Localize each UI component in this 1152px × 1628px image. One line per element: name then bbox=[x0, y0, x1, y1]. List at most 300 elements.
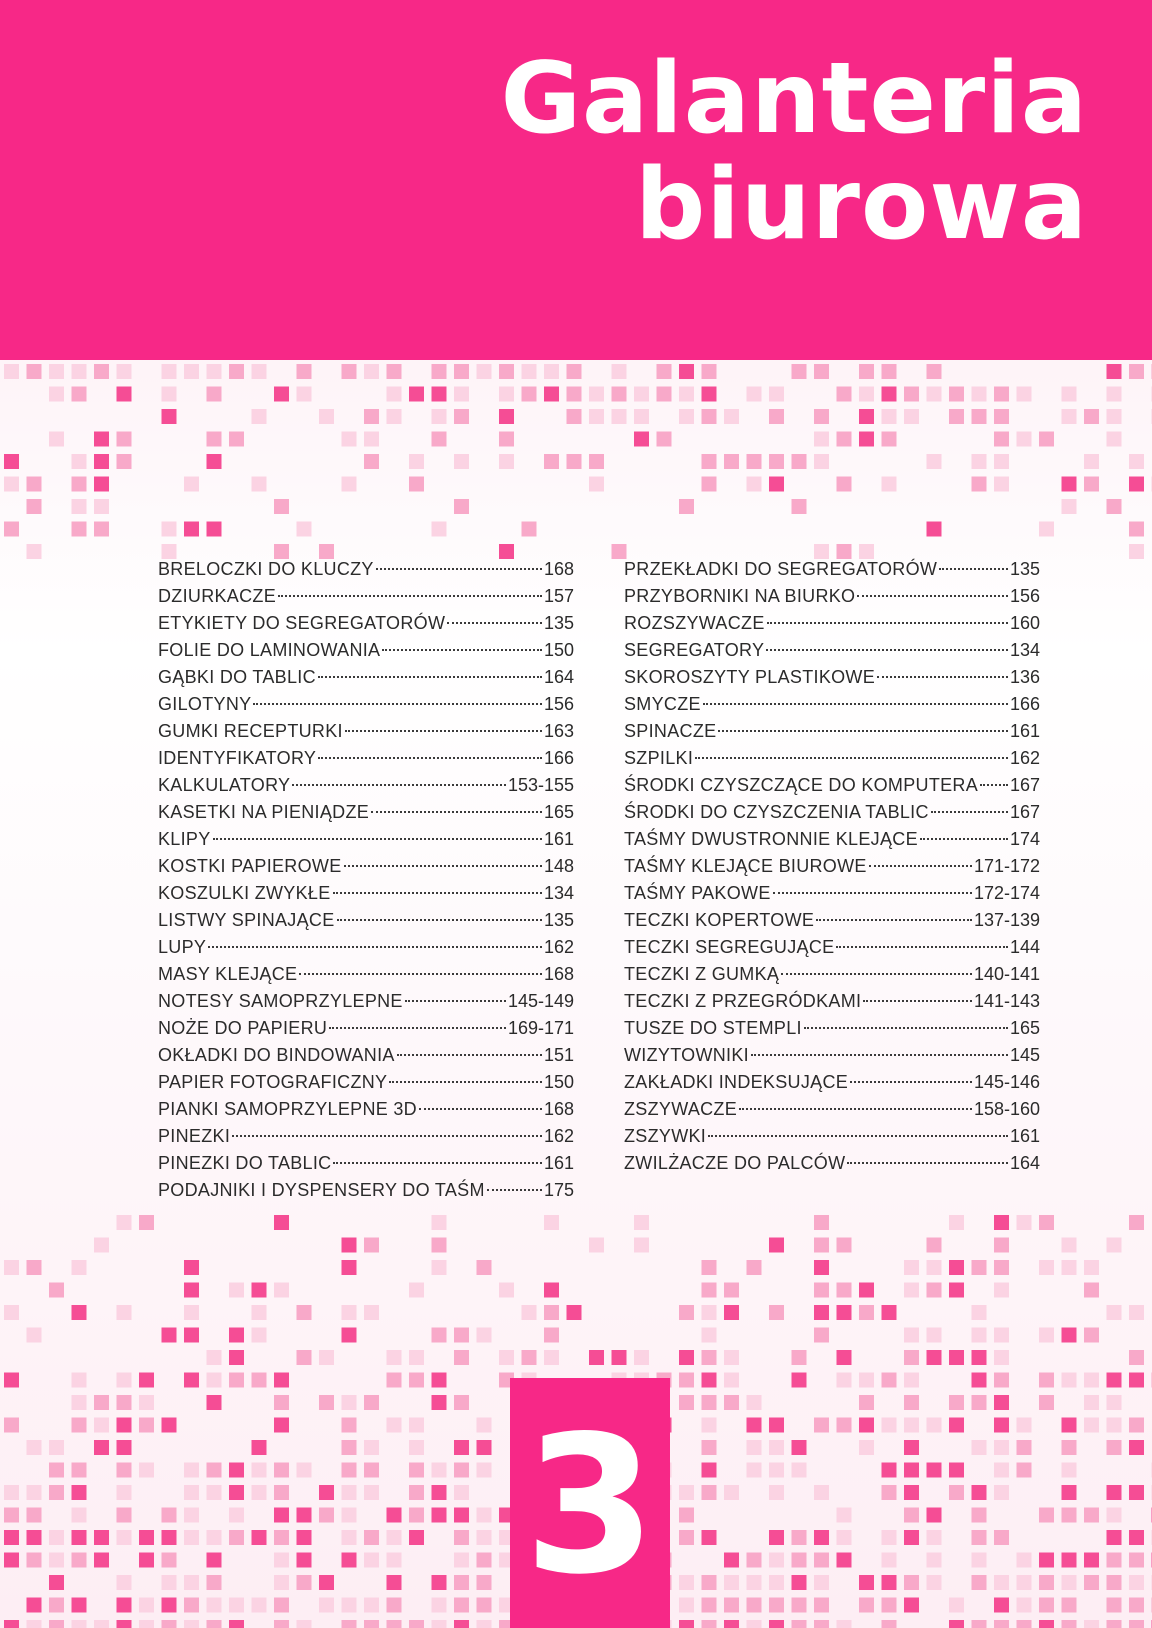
toc-entry-name: KALKULATORY bbox=[158, 775, 291, 795]
mosaic-square bbox=[229, 1485, 244, 1500]
mosaic-square bbox=[747, 1553, 762, 1568]
dot-leader bbox=[333, 892, 542, 894]
toc-entry-page: 153-155 bbox=[507, 775, 574, 795]
mosaic-square bbox=[297, 387, 312, 402]
mosaic-square bbox=[612, 409, 627, 424]
mosaic-square bbox=[49, 1463, 64, 1478]
mosaic-square bbox=[837, 1530, 852, 1545]
mosaic-square bbox=[567, 364, 582, 379]
mosaic-square bbox=[364, 1305, 379, 1320]
mosaic-square bbox=[724, 1598, 739, 1613]
mosaic-square bbox=[949, 1620, 964, 1628]
mosaic-square bbox=[679, 364, 694, 379]
mosaic-square bbox=[702, 454, 717, 469]
mosaic-square bbox=[814, 454, 829, 469]
mosaic-square bbox=[184, 1305, 199, 1320]
mosaic-square bbox=[27, 364, 42, 379]
mosaic-square bbox=[927, 1260, 942, 1275]
mosaic-square bbox=[792, 364, 807, 379]
dot-leader bbox=[718, 730, 1008, 732]
mosaic-square bbox=[252, 1530, 267, 1545]
mosaic-square bbox=[994, 1260, 1009, 1275]
mosaic-square bbox=[724, 409, 739, 424]
toc-entry bbox=[624, 610, 1040, 637]
mosaic-square bbox=[4, 1553, 19, 1568]
mosaic-square bbox=[612, 364, 627, 379]
mosaic-square bbox=[162, 522, 177, 537]
mosaic-square bbox=[207, 1485, 222, 1500]
mosaic-square bbox=[387, 1418, 402, 1433]
mosaic-square bbox=[229, 1463, 244, 1478]
mosaic-square bbox=[792, 1373, 807, 1388]
mosaic-square bbox=[724, 1485, 739, 1500]
toc-entry-name: ROZSZYWACZE bbox=[624, 613, 765, 633]
mosaic-square bbox=[342, 1530, 357, 1545]
mosaic-square bbox=[769, 1418, 784, 1433]
mosaic-square bbox=[162, 1530, 177, 1545]
toc-entry bbox=[158, 907, 574, 934]
mosaic-square bbox=[837, 1373, 852, 1388]
dot-leader bbox=[292, 784, 506, 786]
mosaic-square bbox=[859, 1373, 874, 1388]
mosaic-square bbox=[387, 1620, 402, 1628]
mosaic-square bbox=[162, 1328, 177, 1343]
mosaic-square bbox=[162, 409, 177, 424]
toc-entry-page: 134 bbox=[543, 883, 574, 903]
mosaic-square bbox=[702, 477, 717, 492]
mosaic-square bbox=[4, 454, 19, 469]
toc-entry-name: ŚRODKI DO CZYSZCZENIA TABLIC bbox=[624, 802, 929, 822]
dot-leader bbox=[703, 703, 1008, 705]
mosaic-square bbox=[94, 454, 109, 469]
toc-entry-page: 135 bbox=[1009, 559, 1040, 579]
mosaic-square bbox=[882, 1598, 897, 1613]
toc-entry-name: KOSZULKI ZWYKŁE bbox=[158, 883, 331, 903]
mosaic-square bbox=[27, 1260, 42, 1275]
mosaic-square bbox=[1129, 477, 1144, 492]
dot-leader bbox=[739, 1108, 972, 1110]
mosaic-square bbox=[364, 364, 379, 379]
mosaic-square bbox=[252, 1305, 267, 1320]
toc-entry-name: MASY KLEJĄCE bbox=[158, 964, 298, 984]
mosaic-square bbox=[27, 1620, 42, 1628]
mosaic-square bbox=[702, 1328, 717, 1343]
mosaic-square bbox=[49, 1440, 64, 1455]
mosaic-square bbox=[792, 1463, 807, 1478]
toc-entry-page: 166 bbox=[543, 748, 574, 768]
toc-entry bbox=[158, 1069, 574, 1096]
dot-leader bbox=[447, 622, 542, 624]
mosaic-square bbox=[274, 1553, 289, 1568]
mosaic-square bbox=[522, 522, 537, 537]
toc-entry-name: WIZYTOWNIKI bbox=[624, 1045, 749, 1065]
toc-entry bbox=[158, 610, 574, 637]
dot-leader bbox=[836, 946, 1008, 948]
mosaic-square bbox=[207, 1395, 222, 1410]
mosaic-square bbox=[117, 1598, 132, 1613]
mosaic-square bbox=[747, 1440, 762, 1455]
mosaic-square bbox=[139, 1553, 154, 1568]
mosaic-square bbox=[364, 1238, 379, 1253]
mosaic-square bbox=[1017, 1215, 1032, 1230]
mosaic-square bbox=[702, 1350, 717, 1365]
mosaic-square bbox=[49, 432, 64, 447]
mosaic-square bbox=[364, 1620, 379, 1628]
mosaic-square bbox=[499, 1283, 514, 1298]
mosaic-square bbox=[747, 387, 762, 402]
mosaic-square bbox=[94, 1553, 109, 1568]
mosaic-square bbox=[454, 1350, 469, 1365]
mosaic-square bbox=[72, 1305, 87, 1320]
mosaic-square bbox=[387, 364, 402, 379]
mosaic-square bbox=[184, 1530, 199, 1545]
mosaic-square bbox=[207, 387, 222, 402]
mosaic-square bbox=[139, 1418, 154, 1433]
mosaic-square bbox=[544, 454, 559, 469]
toc-entry-name: ZSZYWKI bbox=[624, 1126, 707, 1146]
mosaic-square bbox=[1062, 1463, 1077, 1478]
mosaic-square bbox=[679, 409, 694, 424]
mosaic-square bbox=[634, 1350, 649, 1365]
mosaic-square bbox=[1107, 1575, 1122, 1590]
mosaic-square bbox=[724, 1373, 739, 1388]
mosaic-square bbox=[814, 1328, 829, 1343]
mosaic-square bbox=[409, 1530, 424, 1545]
mosaic-square bbox=[837, 477, 852, 492]
toc-entry-name: SPINACZE bbox=[624, 721, 717, 741]
mosaic-square bbox=[859, 364, 874, 379]
mosaic-square bbox=[454, 1395, 469, 1410]
mosaic-square bbox=[1062, 1440, 1077, 1455]
mosaic-square bbox=[1129, 1305, 1144, 1320]
mosaic-square bbox=[724, 1553, 739, 1568]
mosaic-square bbox=[1107, 364, 1122, 379]
toc-entry bbox=[158, 1123, 574, 1150]
mosaic-square bbox=[702, 1598, 717, 1613]
mosaic-square bbox=[679, 1350, 694, 1365]
mosaic-square bbox=[1039, 1215, 1054, 1230]
mosaic-square bbox=[94, 1440, 109, 1455]
mosaic-square bbox=[769, 1485, 784, 1500]
mosaic-square bbox=[589, 1238, 604, 1253]
mosaic-square bbox=[27, 477, 42, 492]
mosaic-square bbox=[49, 387, 64, 402]
mosaic-square bbox=[387, 387, 402, 402]
mosaic-square bbox=[972, 1508, 987, 1523]
mosaic-square bbox=[409, 387, 424, 402]
mosaic-square bbox=[837, 1553, 852, 1568]
mosaic-square bbox=[297, 1350, 312, 1365]
mosaic-square bbox=[679, 1530, 694, 1545]
toc-entry-name: ZWILŻACZE DO PALCÓW bbox=[624, 1153, 846, 1173]
mosaic-square bbox=[544, 1350, 559, 1365]
mosaic-square bbox=[1017, 1598, 1032, 1613]
mosaic-square bbox=[679, 499, 694, 514]
mosaic-square bbox=[972, 1485, 987, 1500]
mosaic-square bbox=[972, 1350, 987, 1365]
mosaic-square bbox=[27, 1508, 42, 1523]
mosaic-square bbox=[724, 1620, 739, 1628]
toc-entry bbox=[158, 745, 574, 772]
toc-entry-page: 167 bbox=[1009, 802, 1040, 822]
toc-entry-name: TAŚMY PAKOWE bbox=[624, 883, 771, 903]
mosaic-square bbox=[117, 1485, 132, 1500]
mosaic-square bbox=[949, 1260, 964, 1275]
mosaic-square bbox=[949, 1283, 964, 1298]
dot-leader bbox=[708, 1135, 1008, 1137]
toc-entry-name: TECZKI KOPERTOWE bbox=[624, 910, 815, 930]
toc-entry bbox=[624, 1150, 1040, 1177]
mosaic-square bbox=[814, 1305, 829, 1320]
mosaic-square bbox=[117, 432, 132, 447]
mosaic-square bbox=[72, 364, 87, 379]
mosaic-square bbox=[252, 1485, 267, 1500]
mosaic-square bbox=[589, 409, 604, 424]
mosaic-square bbox=[567, 409, 582, 424]
mosaic-square bbox=[252, 364, 267, 379]
mosaic-square bbox=[702, 1485, 717, 1500]
mosaic-square bbox=[207, 522, 222, 537]
mosaic-square bbox=[1107, 1508, 1122, 1523]
mosaic-square bbox=[27, 544, 42, 559]
toc-entry-name: PIANKI SAMOPRZYLEPNE 3D bbox=[158, 1099, 417, 1119]
mosaic-square bbox=[1129, 522, 1144, 537]
mosaic-square bbox=[634, 387, 649, 402]
mosaic-square bbox=[364, 454, 379, 469]
toc-entry bbox=[158, 1015, 574, 1042]
toc-entry-page: 168 bbox=[543, 1099, 574, 1119]
mosaic-square bbox=[544, 1283, 559, 1298]
mosaic-square bbox=[904, 1485, 919, 1500]
mosaic-square bbox=[72, 1418, 87, 1433]
mosaic-square bbox=[972, 387, 987, 402]
mosaic-square bbox=[949, 1395, 964, 1410]
mosaic-square bbox=[342, 1260, 357, 1275]
mosaic-square bbox=[747, 1418, 762, 1433]
mosaic-square bbox=[994, 1418, 1009, 1433]
mosaic-square bbox=[342, 1395, 357, 1410]
mosaic-square bbox=[432, 1238, 447, 1253]
mosaic-square bbox=[702, 364, 717, 379]
mosaic-square bbox=[1129, 1530, 1144, 1545]
mosaic-square bbox=[319, 1508, 334, 1523]
mosaic-square bbox=[1062, 499, 1077, 514]
toc-entry-page: 168 bbox=[543, 964, 574, 984]
mosaic-square bbox=[94, 522, 109, 537]
mosaic-square bbox=[477, 1620, 492, 1628]
mosaic-square bbox=[769, 1598, 784, 1613]
mosaic-square bbox=[432, 364, 447, 379]
mosaic-square bbox=[27, 1598, 42, 1613]
mosaic-square bbox=[589, 477, 604, 492]
mosaic-square bbox=[1039, 1260, 1054, 1275]
toc-entry-name: PAPIER FOTOGRAFICZNY bbox=[158, 1072, 388, 1092]
mosaic-square bbox=[4, 1530, 19, 1545]
toc-entry bbox=[624, 556, 1040, 583]
toc-entry-page: 148 bbox=[543, 856, 574, 876]
toc-entry-name: SKOROSZYTY PLASTIKOWE bbox=[624, 667, 876, 687]
mosaic-square bbox=[1062, 1553, 1077, 1568]
mosaic-square bbox=[477, 1553, 492, 1568]
toc-entry-name: IDENTYFIKATORY bbox=[158, 748, 317, 768]
mosaic-square bbox=[1107, 1440, 1122, 1455]
mosaic-square bbox=[409, 1373, 424, 1388]
dot-leader bbox=[382, 649, 542, 651]
toc-entry-page: 145 bbox=[1009, 1045, 1040, 1065]
toc-entry-page: 156 bbox=[1009, 586, 1040, 606]
toc-entry-name: TECZKI Z PRZEGRÓDKAMI bbox=[624, 991, 862, 1011]
toc-entry bbox=[158, 1042, 574, 1069]
mosaic-square bbox=[814, 1553, 829, 1568]
mosaic-square bbox=[859, 1598, 874, 1613]
mosaic-square bbox=[994, 432, 1009, 447]
mosaic-square bbox=[657, 364, 672, 379]
mosaic-square bbox=[477, 364, 492, 379]
mosaic-square bbox=[387, 1508, 402, 1523]
mosaic-square bbox=[522, 1305, 537, 1320]
mosaic-square bbox=[1107, 1620, 1122, 1628]
mosaic-square bbox=[927, 387, 942, 402]
mosaic-square bbox=[1062, 477, 1077, 492]
mosaic-square bbox=[882, 364, 897, 379]
toc-entry bbox=[624, 1096, 1040, 1123]
mosaic-square bbox=[1062, 1575, 1077, 1590]
mosaic-square bbox=[297, 1463, 312, 1478]
mosaic-square bbox=[364, 1463, 379, 1478]
mosaic-square bbox=[882, 1553, 897, 1568]
mosaic-square bbox=[454, 1620, 469, 1628]
mosaic-square bbox=[432, 1395, 447, 1410]
mosaic-square bbox=[679, 1485, 694, 1500]
mosaic-square bbox=[364, 432, 379, 447]
toc-entry bbox=[158, 691, 574, 718]
mosaic-square bbox=[252, 1373, 267, 1388]
mosaic-square bbox=[994, 1463, 1009, 1478]
mosaic-square bbox=[522, 387, 537, 402]
toc-entry-name: PODAJNIKI I DYSPENSERY DO TAŚM bbox=[158, 1180, 485, 1200]
mosaic-square bbox=[387, 1530, 402, 1545]
mosaic-square bbox=[229, 1350, 244, 1365]
dot-leader bbox=[329, 1027, 506, 1029]
dot-leader bbox=[877, 676, 1008, 678]
mosaic-square bbox=[72, 454, 87, 469]
mosaic-square bbox=[1062, 1418, 1077, 1433]
toc-entry-page: 171-172 bbox=[973, 856, 1040, 876]
mosaic-square bbox=[432, 1328, 447, 1343]
mosaic-square bbox=[1017, 1620, 1032, 1628]
mosaic-square bbox=[1129, 1215, 1144, 1230]
dot-leader bbox=[337, 919, 542, 921]
mosaic-square bbox=[117, 1305, 132, 1320]
mosaic-square bbox=[724, 1305, 739, 1320]
mosaic-square bbox=[4, 1418, 19, 1433]
mosaic-square bbox=[252, 1598, 267, 1613]
mosaic-square bbox=[1107, 1418, 1122, 1433]
mosaic-square bbox=[319, 1598, 334, 1613]
toc-entry-name: PINEZKI bbox=[158, 1126, 231, 1146]
mosaic-square bbox=[432, 1598, 447, 1613]
mosaic-square bbox=[927, 1328, 942, 1343]
mosaic-square bbox=[1039, 1598, 1054, 1613]
mosaic-square bbox=[387, 1350, 402, 1365]
toc-entry bbox=[624, 664, 1040, 691]
mosaic-square bbox=[1062, 1328, 1077, 1343]
mosaic-square bbox=[72, 499, 87, 514]
dot-leader bbox=[376, 568, 542, 570]
mosaic-square bbox=[364, 1598, 379, 1613]
mosaic-square bbox=[634, 1238, 649, 1253]
mosaic-square bbox=[1129, 1485, 1144, 1500]
toc-entry-page: 169-171 bbox=[507, 1018, 574, 1038]
mosaic-square bbox=[994, 1328, 1009, 1343]
toc-entry bbox=[624, 1069, 1040, 1096]
mosaic-square bbox=[1017, 1418, 1032, 1433]
mosaic-square bbox=[454, 387, 469, 402]
mosaic-square bbox=[702, 1373, 717, 1388]
mosaic-square bbox=[994, 1350, 1009, 1365]
toc-entry-page: 141-143 bbox=[973, 991, 1040, 1011]
mosaic-square bbox=[792, 1440, 807, 1455]
mosaic-square bbox=[927, 1508, 942, 1523]
dot-leader bbox=[931, 811, 1008, 813]
mosaic-square bbox=[342, 1620, 357, 1628]
mosaic-square bbox=[837, 1238, 852, 1253]
mosaic-square bbox=[342, 1553, 357, 1568]
mosaic-square bbox=[162, 1575, 177, 1590]
mosaic-square bbox=[882, 1575, 897, 1590]
mosaic-square bbox=[94, 499, 109, 514]
mosaic-square bbox=[1084, 409, 1099, 424]
mosaic-square bbox=[27, 499, 42, 514]
mosaic-square bbox=[702, 1260, 717, 1275]
mosaic-square bbox=[679, 1575, 694, 1590]
toc-entry-name: GUMKI RECEPTURKI bbox=[158, 721, 343, 741]
section-title-line-2: biurowa bbox=[635, 148, 1088, 262]
mosaic-square bbox=[814, 1238, 829, 1253]
mosaic-square bbox=[657, 432, 672, 447]
mosaic-square bbox=[409, 1350, 424, 1365]
mosaic-square bbox=[207, 1620, 222, 1628]
mosaic-square bbox=[454, 364, 469, 379]
toc-entry-name: ZSZYWACZE bbox=[624, 1099, 738, 1119]
mosaic-square bbox=[1062, 1373, 1077, 1388]
mosaic-square bbox=[139, 1530, 154, 1545]
mosaic-square bbox=[94, 1395, 109, 1410]
mosaic-square bbox=[927, 1238, 942, 1253]
mosaic-square bbox=[117, 364, 132, 379]
mosaic-square bbox=[409, 1440, 424, 1455]
mosaic-square bbox=[162, 1553, 177, 1568]
mosaic-square bbox=[1129, 544, 1144, 559]
mosaic-square bbox=[747, 1620, 762, 1628]
mosaic-square bbox=[387, 1553, 402, 1568]
mosaic-square bbox=[184, 1283, 199, 1298]
mosaic-square bbox=[589, 454, 604, 469]
mosaic-square bbox=[4, 1508, 19, 1523]
mosaic-square bbox=[72, 1553, 87, 1568]
mosaic-square bbox=[949, 1350, 964, 1365]
dot-leader bbox=[405, 1000, 506, 1002]
toc-entry-page: 161 bbox=[1009, 721, 1040, 741]
toc-entry-name: TUSZE DO STEMPLI bbox=[624, 1018, 802, 1038]
mosaic-square bbox=[904, 1395, 919, 1410]
mosaic-square bbox=[792, 1530, 807, 1545]
mosaic-square bbox=[27, 1530, 42, 1545]
mosaic-square bbox=[1107, 387, 1122, 402]
dot-leader bbox=[278, 595, 542, 597]
mosaic-square bbox=[769, 1463, 784, 1478]
mosaic-square bbox=[1039, 522, 1054, 537]
